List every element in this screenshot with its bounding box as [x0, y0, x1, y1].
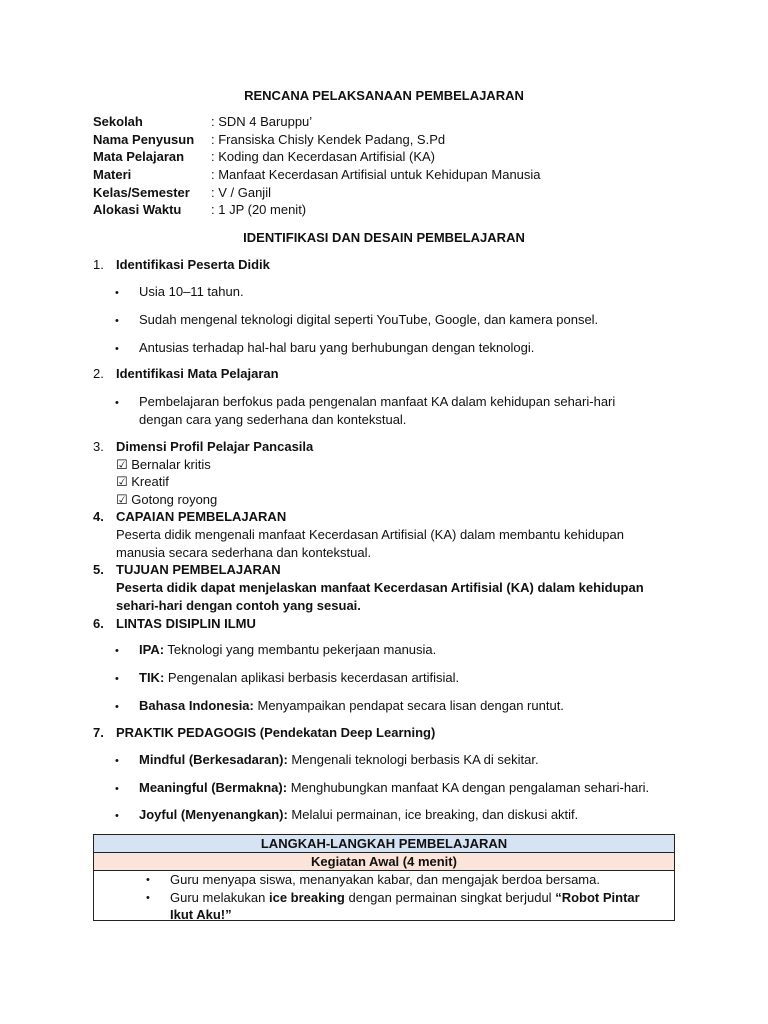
info-value: : Fransiska Chisly Kendek Padang, S.Pd — [211, 132, 446, 147]
paragraph-line: sehari-hari dengan contoh yang sesuai. — [116, 598, 361, 613]
info-label: Materi — [93, 167, 132, 182]
table-subheader: Kegiatan Awal (4 menit) — [94, 853, 675, 871]
list-item-continuation: dengan cara yang sederhana dan kontekstual. — [139, 412, 407, 427]
list-item — [139, 779, 679, 797]
section-heading: Identifikasi Peserta Didik — [116, 257, 270, 272]
section-subtitle: IDENTIFIKASI DAN DESAIN PEMBELAJARAN — [243, 230, 525, 245]
item-text: Mengenali teknologi berbasis KA di sekitar. — [287, 752, 539, 767]
paragraph-line: manusia secara sederhana dan kontekstual. — [116, 545, 372, 560]
section-heading: LINTAS DISIPLIN ILMU — [116, 616, 256, 631]
item-label: Joyful (Menyenangkan): — [139, 807, 288, 822]
item-text: Teknologi yang membantu pekerjaan manusia. — [164, 642, 437, 657]
section-heading: Dimensi Profil Pelajar Pancasila — [116, 439, 314, 454]
bullet-icon: • — [115, 287, 119, 299]
table-body-cell — [94, 871, 675, 921]
bullet-icon: • — [115, 701, 119, 713]
section-number: 6. — [93, 616, 104, 631]
info-value: : 1 JP (20 menit) — [211, 202, 307, 217]
item-emphasis: “Robot Pintar — [555, 890, 640, 905]
bullet-icon: • — [115, 343, 119, 355]
document-title: RENCANA PELAKSANAAN PEMBELAJARAN — [244, 88, 524, 103]
section-number: 2. — [93, 366, 104, 381]
item-label: IPA: — [139, 642, 165, 657]
list-item — [139, 641, 679, 659]
table-list-item-continuation: Ikut Aku!” — [170, 907, 232, 922]
bullet-icon: • — [146, 892, 150, 904]
item-label: Meaningful (Bermakna): — [139, 780, 288, 795]
section-heading: TUJUAN PEMBELAJARAN — [116, 562, 281, 577]
item-label: Bahasa Indonesia: — [139, 698, 254, 713]
item-text: Guru melakukan — [170, 890, 269, 905]
table-list-item: Guru menyapa siswa, menanyakan kabar, dan mengajak berdoa bersama. — [170, 872, 600, 887]
paragraph-line: Peserta didik mengenali manfaat Kecerdasan Artifisial (KA) dalam membantu kehidupan — [116, 527, 624, 542]
info-label: Mata Pelajaran — [93, 149, 185, 164]
info-label: Nama Penyusun — [93, 132, 195, 147]
section-heading: CAPAIAN PEMBELAJARAN — [116, 509, 287, 524]
bullet-icon: • — [115, 783, 119, 795]
info-label: Sekolah — [93, 114, 143, 129]
bullet-icon: • — [115, 645, 119, 657]
item-text: Pengenalan aplikasi berbasis kecerdasan artifisial. — [164, 670, 460, 685]
list-item — [139, 697, 679, 715]
section-number: 7. — [93, 725, 104, 740]
section-heading: PRAKTIK PEDAGOGIS (Pendekatan Deep Learning) — [116, 725, 436, 740]
bullet-icon: • — [146, 874, 150, 886]
list-item: Pembelajaran berfokus pada pengenalan manfaat KA dalam kehidupan sehari-hari — [139, 394, 616, 409]
section-number: 3. — [93, 439, 104, 454]
table-list-item — [170, 889, 670, 907]
list-item — [139, 669, 679, 687]
info-label: Alokasi Waktu — [93, 202, 182, 217]
bullet-icon: • — [115, 673, 119, 685]
item-label: TIK: — [139, 670, 165, 685]
bullet-icon: • — [115, 397, 119, 409]
item-text: dengan permainan singkat berjudul — [344, 890, 556, 905]
info-value: : V / Ganjil — [211, 185, 271, 200]
list-item — [139, 806, 679, 824]
item-text: Melalui permainan, ice breaking, dan diskusi aktif. — [287, 807, 579, 822]
paragraph-line: Peserta didik dapat menjelaskan manfaat Kecerdasan Artifisial (KA) dalam kehidupan — [116, 580, 644, 595]
info-value: : SDN 4 Baruppu’ — [211, 114, 313, 129]
list-item — [139, 751, 679, 769]
learning-steps-table — [93, 834, 675, 921]
section-number: 1. — [93, 257, 104, 272]
checklist-item: ☑ Gotong royong — [116, 492, 218, 507]
bullet-icon: • — [115, 755, 119, 767]
info-label: Kelas/Semester — [93, 185, 190, 200]
section-heading: Identifikasi Mata Pelajaran — [116, 366, 279, 381]
item-emphasis: ice breaking — [269, 890, 345, 905]
list-item: Usia 10–11 tahun. — [139, 284, 244, 299]
section-number: 4. — [93, 509, 104, 524]
list-item: Sudah mengenal teknologi digital seperti YouTube, Google, dan kamera ponsel. — [139, 312, 599, 327]
checklist-item: ☑ Kreatif — [116, 474, 169, 489]
info-value: : Koding dan Kecerdasan Artifisial (KA) — [211, 149, 436, 164]
section-number: 5. — [93, 562, 104, 577]
info-value: : Manfaat Kecerdasan Artifisial untuk Kehidupan Manusia — [211, 167, 541, 182]
table-header: LANGKAH-LANGKAH PEMBELAJARAN — [94, 835, 675, 853]
list-item: Antusias terhadap hal-hal baru yang berhubungan dengan teknologi. — [139, 340, 535, 355]
item-text: Menghubungkan manfaat KA dengan pengalaman sehari-hari. — [287, 780, 650, 795]
bullet-icon: • — [115, 315, 119, 327]
checklist-item: ☑ Bernalar kritis — [116, 457, 211, 472]
item-label: Mindful (Berkesadaran): — [139, 752, 288, 767]
bullet-icon: • — [115, 810, 119, 822]
item-text: Menyampaikan pendapat secara lisan dengan runtut. — [253, 698, 564, 713]
